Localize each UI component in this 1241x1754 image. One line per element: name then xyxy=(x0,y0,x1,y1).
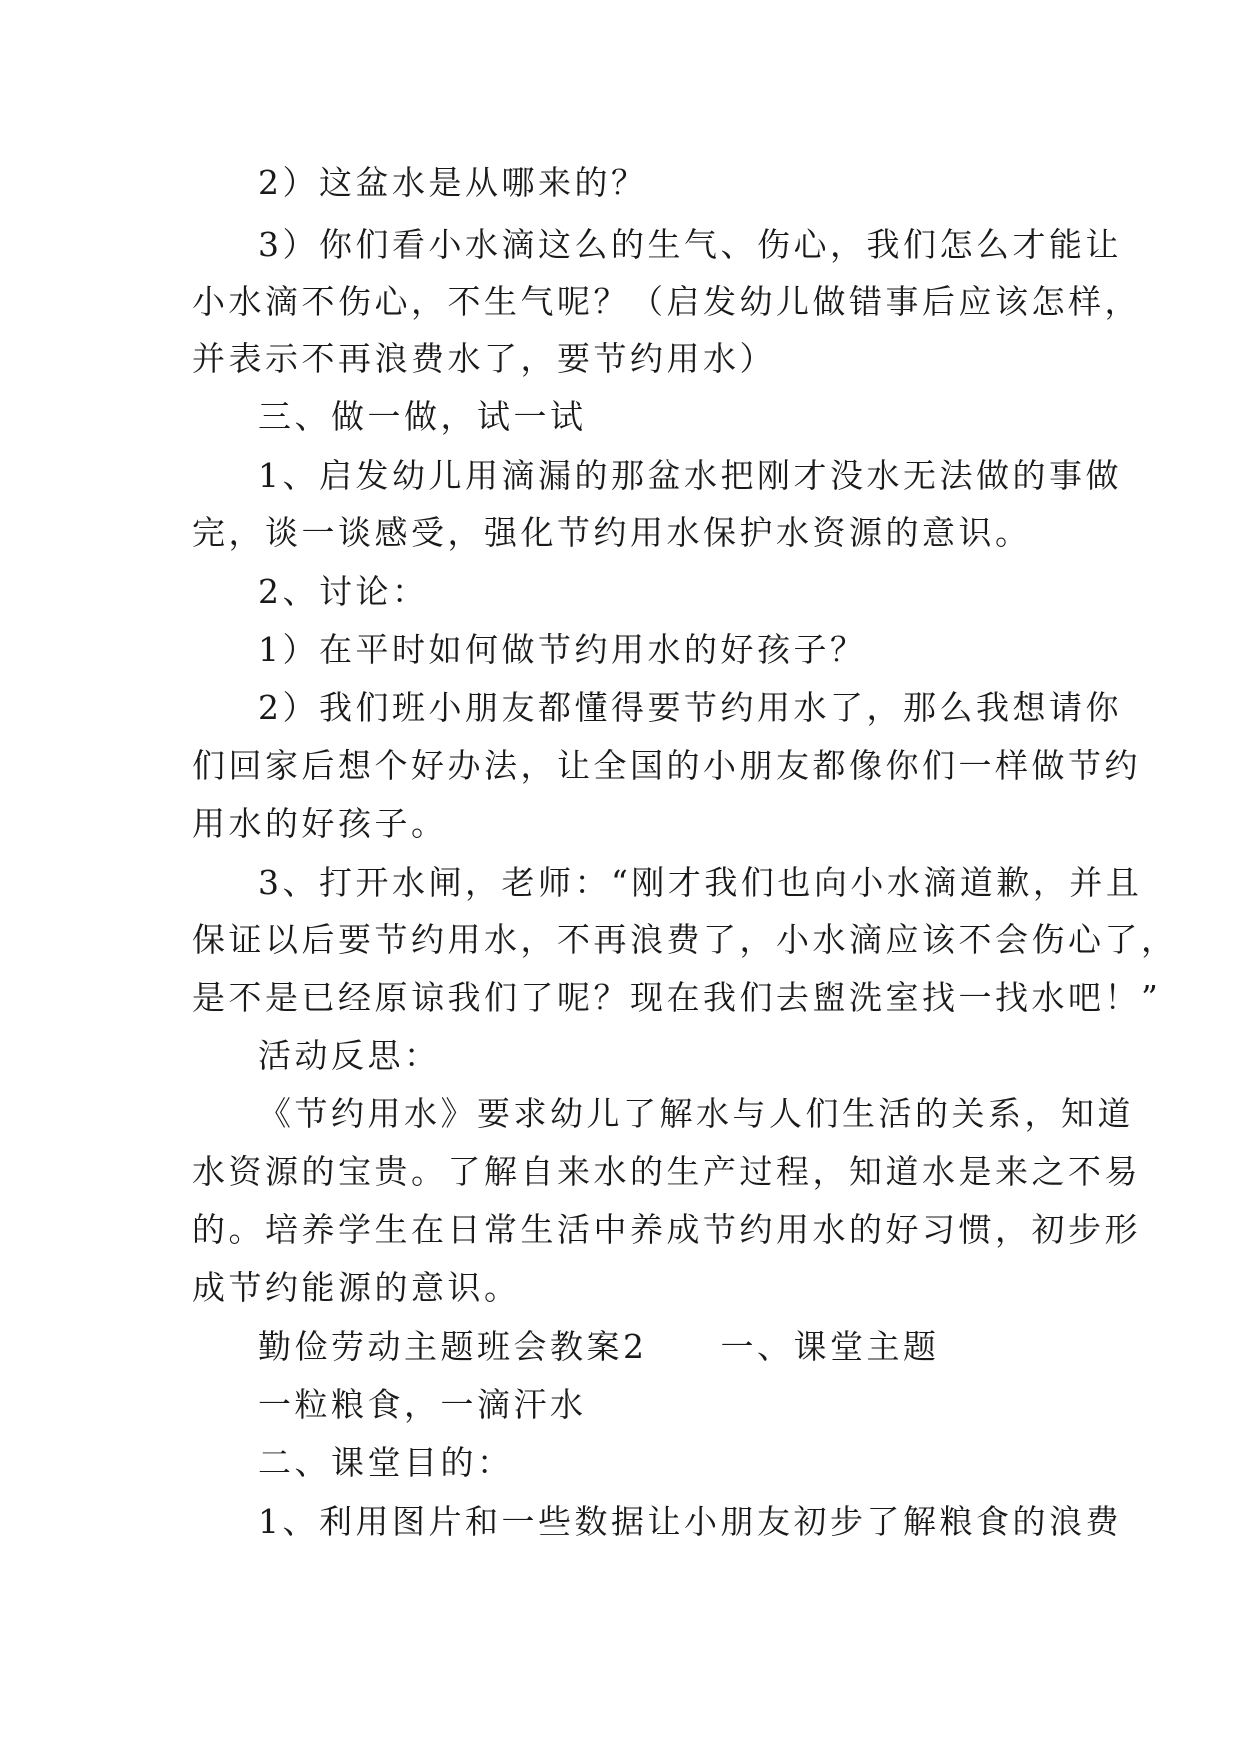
text-line: 一粒粮食，一滴汗水 xyxy=(258,1385,587,1424)
text-line: 水资源的宝贵。了解自来水的生产过程，知道水是来之不易 xyxy=(192,1152,1141,1191)
text-line: 2）我们班小朋友都懂得要节约用水了，那么我想请你 xyxy=(258,688,1122,727)
text-line: 3）你们看小水滴这么的生气、伤心，我们怎么才能让 xyxy=(258,225,1122,264)
section-heading: 三、做一做，试一试 xyxy=(258,397,587,436)
section-heading: 二、课堂目的： xyxy=(258,1443,514,1482)
text-line: 是不是已经原谅我们了呢？现在我们去盥洗室找一找水吧！” xyxy=(192,978,1162,1017)
text-line: 的。培养学生在日常生活中养成节约用水的好习惯，初步形 xyxy=(192,1210,1141,1249)
text-line: 1）在平时如何做节约用水的好孩子？ xyxy=(258,630,867,669)
text-line: 小水滴不伤心，不生气呢？（启发幼儿做错事后应该怎样， xyxy=(192,282,1141,321)
text-line: 们回家后想个好办法，让全国的小朋友都像你们一样做节约 xyxy=(192,746,1141,785)
text-line: 完，谈一谈感受，强化节约用水保护水资源的意识。 xyxy=(192,513,1032,552)
text-line: 《节约用水》要求幼儿了解水与人们生活的关系，知道 xyxy=(258,1094,1134,1133)
text-line: 成节约能源的意识。 xyxy=(192,1268,521,1307)
text-line: 3、打开水闸，老师：“刚才我们也向小水滴道歉，并且 xyxy=(258,863,1143,902)
section-heading: 勤俭劳动主题班会教案2 一、课堂主题 xyxy=(258,1327,940,1366)
text-line: 1、利用图片和一些数据让小朋友初步了解粮食的浪费 xyxy=(258,1502,1122,1541)
text-line: 保证以后要节约用水，不再浪费了，小水滴应该不会伤心了， xyxy=(192,920,1178,959)
text-line: 2、讨论： xyxy=(258,572,429,611)
text-line: 并表示不再浪费水了，要节约用水） xyxy=(192,339,776,378)
text-line: 用水的好孩子。 xyxy=(192,804,448,843)
text-line: 1、启发幼儿用滴漏的那盆水把刚才没水无法做的事做 xyxy=(258,456,1122,495)
text-line: 2）这盆水是从哪来的？ xyxy=(258,163,648,202)
section-heading: 活动反思： xyxy=(258,1036,441,1075)
